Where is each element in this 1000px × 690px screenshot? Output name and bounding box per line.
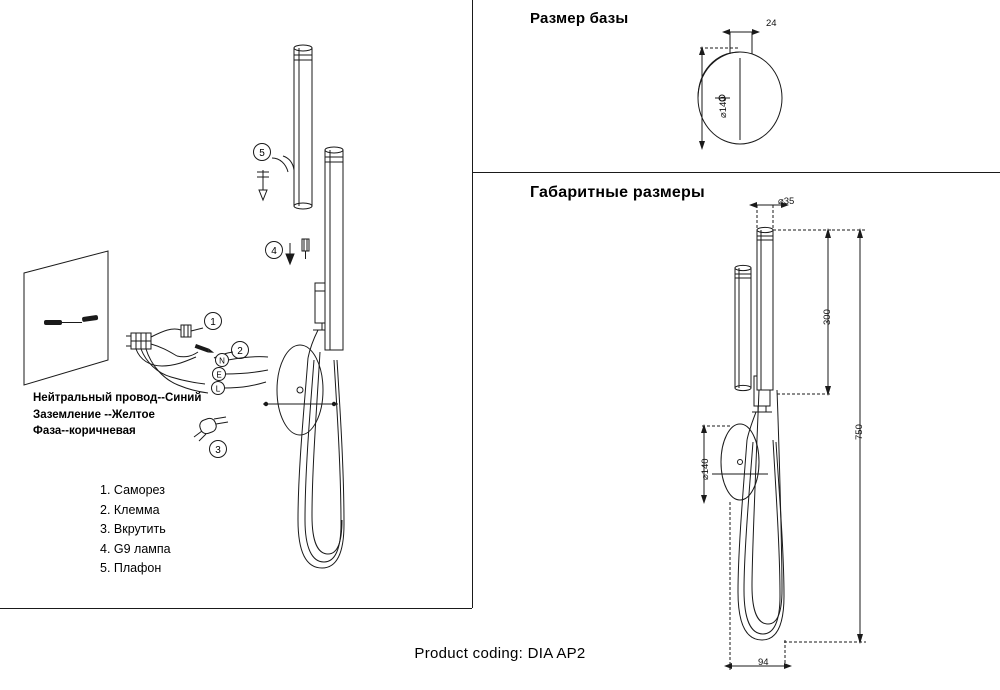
svg-text:1: 1 [210, 317, 216, 328]
svg-text:3: 3 [215, 445, 221, 456]
parts-list-item-3: 3. Вкрутить [100, 522, 166, 536]
base-diameter-dimension: ⌀140 [718, 96, 729, 118]
wiring-legend-neutral: Нейтральный провод--Синий [33, 392, 202, 404]
svg-text:L: L [215, 384, 221, 394]
overall-size-drawing [472, 172, 1000, 690]
svg-text:2: 2 [237, 346, 243, 357]
parts-list [100, 481, 171, 579]
section-title-base-size: Размер базы [530, 10, 629, 27]
parts-list-item-2: 2. Клемма [100, 502, 160, 517]
parts-list-item-5: 5. Плафон [100, 561, 162, 575]
horizontal-divider-bottom [0, 608, 472, 609]
svg-text:5: 5 [259, 148, 265, 159]
base-thickness-dimension: 24 [766, 18, 777, 29]
total-height-dimension: 750 [854, 424, 865, 440]
installation-diagram [0, 0, 472, 608]
svg-text:4: 4 [271, 246, 277, 257]
svg-text:E: E [216, 370, 222, 380]
base-size-drawing [472, 0, 1000, 172]
parts-list-item-4: 4. G9 лампа [100, 541, 171, 556]
wiring-legend-phase: Фаза--коричневая [33, 425, 136, 437]
svg-text:N: N [219, 356, 225, 366]
section-title-overall-size: Габаритные размеры [530, 184, 705, 201]
wiring-legend [33, 390, 201, 440]
overall-base-diameter-dimension: ⌀140 [700, 458, 711, 480]
parts-list-item-1: 1. Саморез [100, 483, 165, 497]
product-coding-label: Product coding: DIA AP2 [414, 645, 586, 662]
projection-dimension: 94 [758, 657, 769, 668]
tube-diameter-dimension: ⌀35 [778, 196, 795, 207]
wiring-legend-ground: Заземление --Желтое [33, 408, 155, 421]
upper-height-dimension: 300 [822, 309, 833, 325]
